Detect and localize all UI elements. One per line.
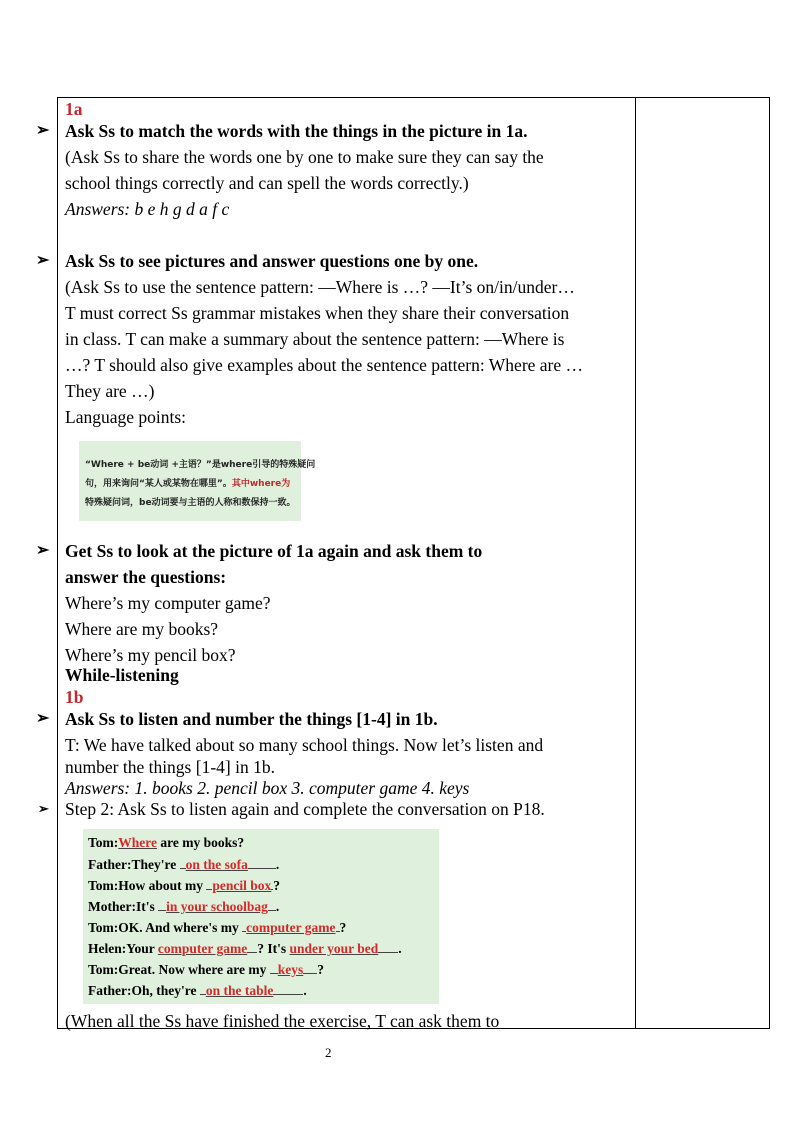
closing-line: (When all the Ss have finished the exercise, T can ask them to — [65, 1011, 500, 1031]
answer-fill: pencil box — [212, 878, 272, 893]
answer-fill: on the sofa — [185, 857, 248, 872]
note-line: (Ask Ss to share the words one by one to make sure they can say the — [65, 147, 544, 167]
task-1b: Ask Ss to listen and number the things [1-4] in 1b. — [65, 709, 438, 729]
note-line: T must correct Ss grammar mistakes when they share their conversation — [65, 303, 570, 323]
note-line: They are …) — [65, 381, 155, 401]
conversation-line: Tom:How about my pencil box ? — [88, 878, 281, 893]
task-1a: Ask Ss to match the words with the things in the picture in 1a. — [65, 121, 528, 141]
bullet-arrow-icon: ➢ — [38, 801, 49, 816]
step-2: Step 2: Ask Ss to listen again and complete the conversation on P18. — [65, 799, 545, 819]
conversation-line: Father:Oh, they're on the table . — [88, 983, 307, 998]
page-number: 2 — [325, 1045, 332, 1060]
question: Where are my books? — [65, 619, 219, 639]
conversation-line: Mother:It's in your schoolbag . — [88, 899, 280, 914]
question: Where’s my pencil box? — [65, 645, 236, 665]
conversation-line: Tom:Great. Now where are my keys ? — [88, 962, 324, 977]
note-line: school things correctly and can spell the words correctly.) — [65, 173, 469, 193]
section-label-1a: 1a — [65, 99, 83, 119]
answer-fill: on the table — [205, 983, 274, 998]
answer-fill: Where — [118, 835, 158, 850]
note-line: …? T should also give examples about the sentence pattern: Where are … — [65, 355, 584, 375]
language-point-line: 句，用来询问“某人或某物在哪里”。其中where为 — [85, 479, 291, 489]
answer-fill: keys — [277, 962, 304, 977]
question: Where’s my computer game? — [65, 593, 271, 613]
conversation-line: Father:They're on the sofa . — [88, 857, 280, 872]
task-questions-cont: answer the questions: — [65, 567, 227, 587]
conversation-line: Tom:OK. And where's my computer game ? — [88, 920, 347, 935]
bullet-arrow-icon: ➢ — [36, 710, 50, 727]
answer-fill: under your bed — [289, 941, 379, 956]
language-points-box — [79, 441, 316, 521]
conversation-line: Helen:Your computer game ? It's under your bed . — [88, 941, 402, 956]
answer-fill: computer game — [246, 920, 336, 935]
task-questions: Get Ss to look at the picture of 1a again and ask them to — [65, 541, 483, 561]
language-point-line: “Where + be动词 +主语？”是where引导的特殊疑问 — [85, 460, 316, 470]
note-line: (Ask Ss to use the sentence pattern: —Where is …? —It’s on/in/under… — [65, 277, 575, 297]
section-label-1b: 1b — [65, 687, 84, 707]
answers-1b: Answers: 1. books 2. pencil box 3. computer game 4. keys — [65, 778, 470, 798]
conversation-line: Tom:Where are my books? — [88, 835, 245, 850]
task-pictures: Ask Ss to see pictures and answer questions one by one. — [65, 251, 479, 271]
conversation-box — [83, 829, 439, 1004]
bullet-arrow-icon: ➢ — [36, 122, 50, 139]
answer-fill: in your schoolbag — [166, 899, 268, 914]
while-listening-heading: While-listening — [65, 665, 179, 685]
note-line: in class. T can make a summary about the sentence pattern: —Where is — [65, 329, 565, 349]
teacher-line: number the things [1-4] in 1b. — [65, 757, 275, 777]
column-divider — [635, 97, 636, 1029]
answer-fill: computer game — [157, 941, 248, 956]
bullet-arrow-icon: ➢ — [36, 542, 50, 559]
teacher-line: T: We have talked about so many school things. Now let’s listen and — [65, 735, 544, 755]
bullet-arrow-icon: ➢ — [36, 252, 50, 269]
language-point-line: 特殊疑问词，be动词要与主语的人称和数保持一致。 — [85, 498, 296, 508]
language-points-label: Language points: — [65, 407, 187, 427]
answers-1a: Answers: b e h g d a f c — [65, 199, 230, 219]
